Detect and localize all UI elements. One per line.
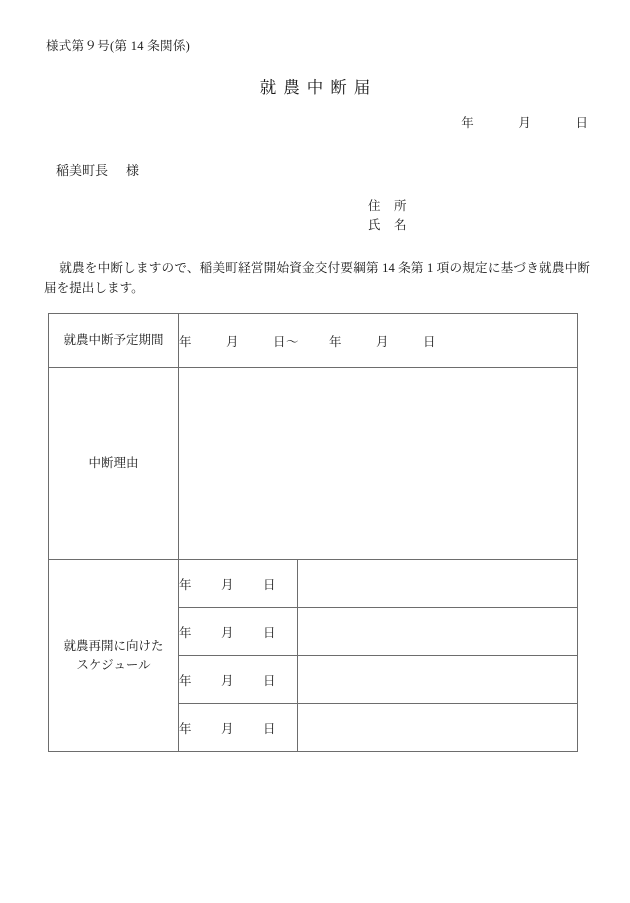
- schedule-2-year: 年: [179, 625, 193, 640]
- period-start-month: 月: [226, 334, 240, 349]
- schedule-label-line-1: 就農再開に向けた: [63, 638, 164, 653]
- form-number: 様式第９号(第 14 条関係): [46, 39, 191, 53]
- period-end-year: 年: [329, 334, 343, 349]
- schedule-2-day: 日: [263, 625, 277, 640]
- schedule-1-year: 年: [179, 577, 193, 592]
- page-title: 就農中断届: [259, 78, 378, 97]
- schedule-4-month: 月: [221, 721, 235, 736]
- form-table: [48, 313, 578, 752]
- schedule-date-cell-1[interactable]: [179, 560, 298, 608]
- submission-date-line: [461, 113, 588, 131]
- schedule-label: [49, 560, 179, 752]
- date-day-label: 日: [575, 116, 588, 130]
- schedule-content-cell-3[interactable]: [298, 656, 578, 704]
- schedule-1-month: 月: [221, 577, 235, 592]
- schedule-label-line-2: スケジュール: [76, 657, 151, 672]
- period-start-year: 年: [179, 334, 193, 349]
- reason-label: 中断理由: [49, 368, 179, 560]
- schedule-4-day: 日: [263, 721, 277, 736]
- schedule-3-day: 日: [263, 673, 277, 688]
- schedule-content-cell-1[interactable]: [298, 560, 578, 608]
- applicant-address-label: 住 所: [368, 199, 408, 213]
- period-label: 就農中断予定期間: [49, 314, 179, 368]
- addressee-name: 稲美町長: [56, 163, 109, 178]
- addressee-honorific: 様: [126, 163, 140, 178]
- period-end-month: 月: [376, 334, 390, 349]
- period-start-day: 日: [273, 334, 287, 349]
- schedule-2-month: 月: [221, 625, 235, 640]
- date-year-label: 年: [461, 116, 474, 130]
- period-date-cell[interactable]: [179, 314, 578, 368]
- schedule-1-day: 日: [263, 577, 277, 592]
- schedule-3-year: 年: [179, 673, 193, 688]
- schedule-3-month: 月: [221, 673, 235, 688]
- applicant-block: [368, 197, 407, 235]
- reason-input-cell[interactable]: [179, 368, 578, 560]
- addressee: [56, 160, 139, 179]
- body-line-2: 届を提出します。: [44, 281, 144, 296]
- schedule-date-cell-4[interactable]: [179, 704, 298, 752]
- schedule-content-cell-4[interactable]: [298, 704, 578, 752]
- schedule-date-cell-2[interactable]: [179, 608, 298, 656]
- table-row-reason: [49, 368, 578, 560]
- body-paragraph: [44, 258, 590, 299]
- schedule-date-cell-3[interactable]: [179, 656, 298, 704]
- body-line-1: 就農を中断しますので、稲美町経営開始資金交付要綱第 14 条第 1 項の規定に基づき就農中断: [59, 261, 590, 275]
- table-row-schedule-1: [49, 560, 578, 608]
- table-row-period: [49, 314, 578, 368]
- schedule-content-cell-2[interactable]: [298, 608, 578, 656]
- period-end-day: 日: [423, 334, 437, 349]
- applicant-name-label: 氏 名: [368, 218, 408, 232]
- schedule-4-year: 年: [179, 721, 193, 736]
- date-month-label: 月: [518, 116, 531, 130]
- period-range-mark: 〜: [286, 334, 300, 349]
